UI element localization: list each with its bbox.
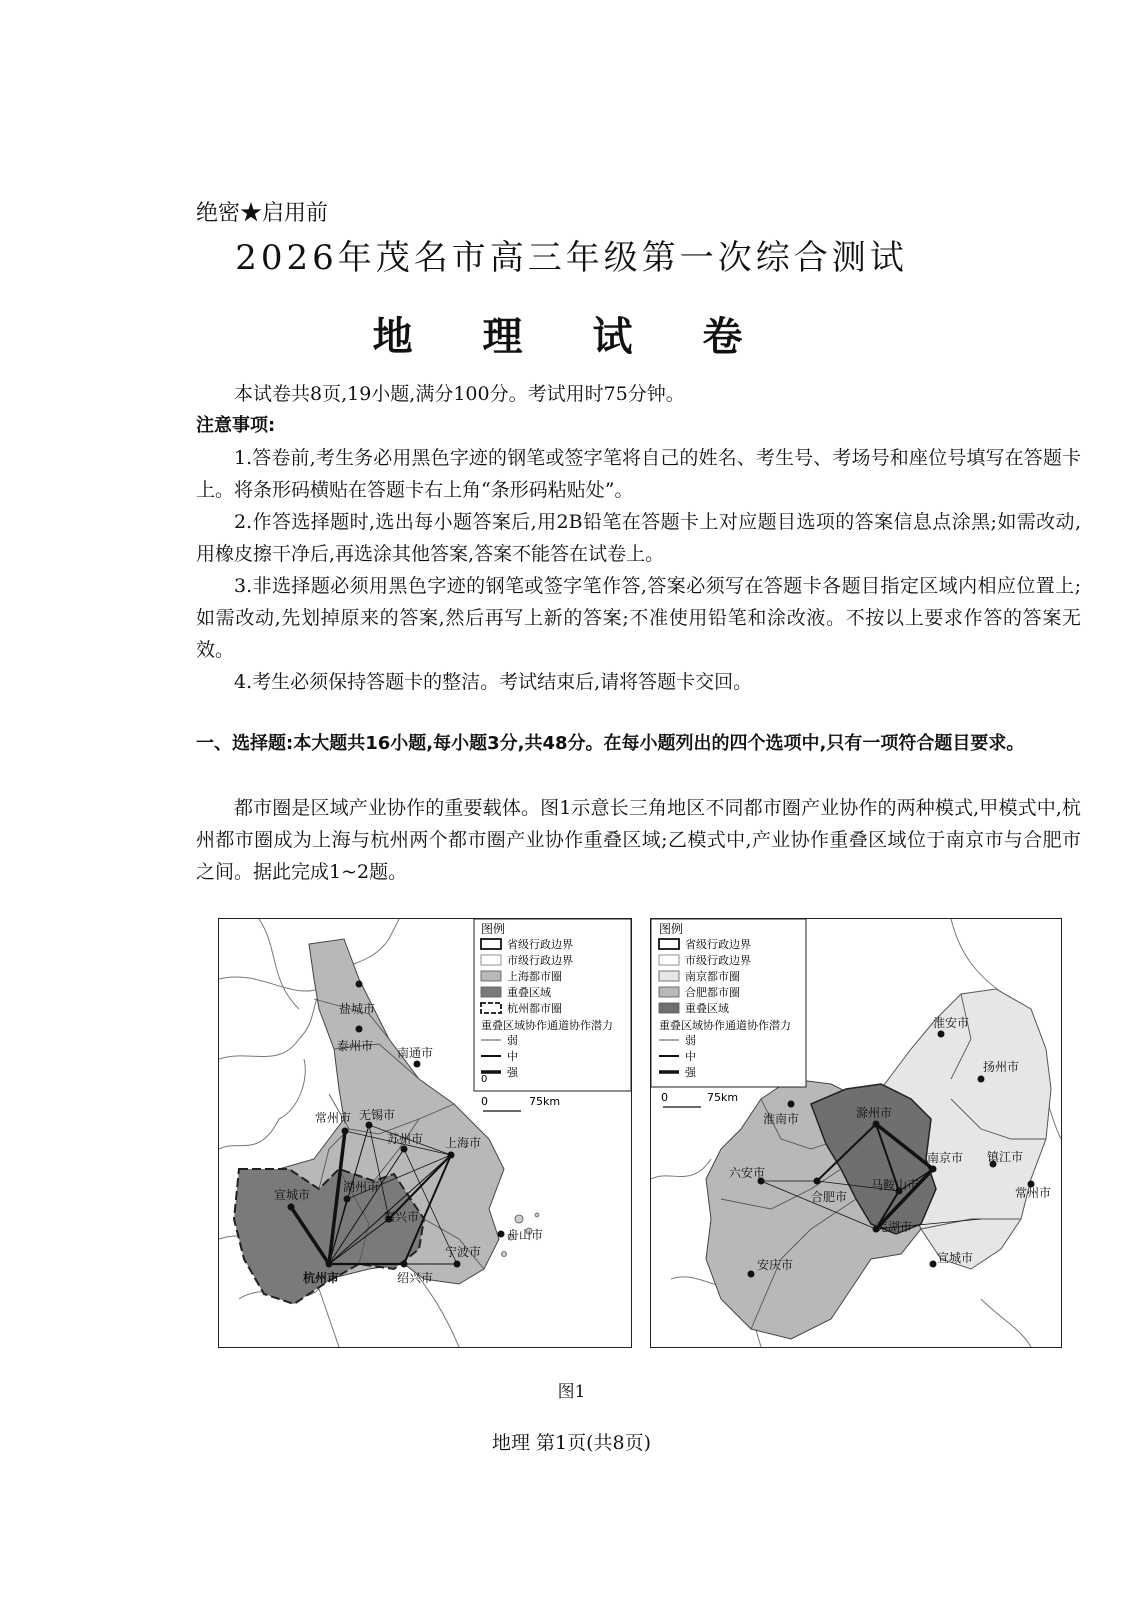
map-right-svg: [651, 919, 1061, 1347]
svg-text:0: 0: [481, 1095, 488, 1108]
map-right-legend: [651, 919, 806, 1087]
map-right-scale: [661, 1091, 738, 1107]
city-label: 六安市: [729, 1166, 766, 1180]
city-label: 滁州市: [856, 1106, 893, 1120]
legend-item: 上海都市圈: [507, 970, 562, 983]
city-label: 泰州市: [337, 1039, 374, 1053]
city-label: 上海市: [445, 1136, 482, 1150]
map-left-svg: [219, 919, 631, 1347]
notes-heading: 注意事项:: [196, 415, 276, 436]
city-label: 南通市: [397, 1046, 434, 1060]
legend-channel: 强: [507, 1066, 518, 1079]
city-label: 苏州市: [387, 1132, 424, 1146]
city-label: 湖州市: [343, 1180, 380, 1194]
legend-item: 合肥都市圈: [685, 986, 740, 999]
legend-item: 南京都市圈: [685, 970, 740, 983]
city-label: 常州市: [1015, 1186, 1052, 1200]
figure-caption: 图1: [557, 1382, 586, 1402]
legend-channel-title: 重叠区域协作通道协作潜力: [481, 1019, 613, 1032]
city-label: 盐城市: [339, 1002, 376, 1016]
map-left-legend: [474, 919, 631, 1091]
scale-zero: 0: [661, 1091, 668, 1104]
city-label: 马鞍山市: [871, 1178, 920, 1192]
map-left: [218, 918, 632, 1348]
city-label: 宣城市: [274, 1188, 311, 1202]
legend-item: 杭州都市圈: [507, 1002, 562, 1015]
city-label: 无锡市: [359, 1108, 396, 1122]
legend-item: 省级行政边界: [685, 938, 751, 951]
city-label: 淮安市: [933, 1016, 970, 1030]
legend-channel: 弱: [685, 1034, 696, 1047]
city-label: 镇江市: [987, 1150, 1024, 1164]
scale-label: 75km: [529, 1095, 561, 1108]
legend-channel: 弱: [507, 1034, 518, 1047]
city-label: 杭州市: [303, 1271, 340, 1285]
map-left-scale: [481, 1095, 560, 1111]
city-label: 舟山市: [507, 1228, 544, 1242]
legend-item: 市级行政边界: [507, 954, 573, 967]
legend-channel: 中: [685, 1050, 696, 1063]
city-label: 宁波市: [445, 1245, 482, 1259]
city-label: 南京市: [927, 1151, 964, 1165]
legend-item: 重叠区域: [685, 1002, 729, 1015]
city-label: 宣城市: [937, 1251, 974, 1265]
city-label: 常州市: [315, 1111, 352, 1125]
city-label: 嘉兴市: [383, 1210, 420, 1224]
scale-label: 75km: [707, 1091, 739, 1104]
note-item: 4.考生必须保持答题卡的整洁。考试结束后,请将答题卡交回。: [234, 671, 753, 693]
legend-channel: 强: [685, 1066, 696, 1079]
city-label: 绍兴市: [397, 1271, 434, 1285]
section-heading: 一、选择题:本大题共16小题,每小题3分,共48分。在每小题列出的四个选项中,只有一项符合题目要求。: [196, 733, 1025, 754]
exam-title: 2026年茂名市高三年级第一次综合测试: [235, 238, 908, 278]
legend-item: 重叠区域: [507, 986, 551, 999]
exam-intro: 本试卷共8页,19小题,满分100分。考试用时75分钟。: [234, 383, 685, 405]
legend-item: 省级行政边界: [507, 938, 573, 951]
legend-channel-title: 重叠区域协作通道协作潜力: [659, 1019, 791, 1032]
scale-zero: 0: [481, 1074, 488, 1085]
legend-title: 图例: [659, 922, 684, 936]
note-item: 3.非选择题必须用黑色字迹的钢笔或签字笔作答,答案必须写在答题卡各题目指定区域内相应位置上;如需改动,先划掉原来的答案,然后再写上新的答案;不准使用铅笔和涂改液。不按以上要求作答的答案无效。: [196, 575, 1081, 661]
city-label: 合肥市: [811, 1190, 848, 1204]
note-item: 1.答卷前,考生务必用黑色字迹的钢笔或签字笔将自己的姓名、考生号、考场号和座位号填写在答题卡上。将条形码横贴在答题卡右上角“条形码粘贴处”。: [196, 447, 1081, 501]
city-label: 淮南市: [763, 1112, 800, 1126]
confidential-mark: 绝密★启用前: [196, 201, 329, 226]
city-label: 安庆市: [757, 1258, 794, 1272]
legend-channel: 中: [507, 1050, 518, 1063]
city-label: 扬州市: [983, 1060, 1020, 1074]
legend-item: 市级行政边界: [685, 954, 751, 967]
legend-title: 图例: [481, 922, 506, 936]
page-footer: 地理 第1页(共8页): [491, 1432, 652, 1454]
question-passage: 都市圈是区域产业协作的重要载体。图1示意长三角地区不同都市圈产业协作的两种模式,甲模式中,杭州都市圈成为上海与杭州两个都市圈产业协作重叠区域;乙模式中,产业协作重叠区域位于南京市与合肥市之间。据此完成1~2题。: [196, 797, 1081, 883]
note-item: 2.作答选择题时,选出每小题答案后,用2B铅笔在答题卡上对应题目选项的答案信息点涂黑;如需改动,用橡皮擦干净后,再选涂其他答案,答案不能答在试卷上。: [196, 511, 1081, 565]
subject-title: 地 理 试 卷: [372, 313, 771, 360]
city-label: 芜湖市: [876, 1220, 913, 1234]
map-right: [650, 918, 1062, 1348]
